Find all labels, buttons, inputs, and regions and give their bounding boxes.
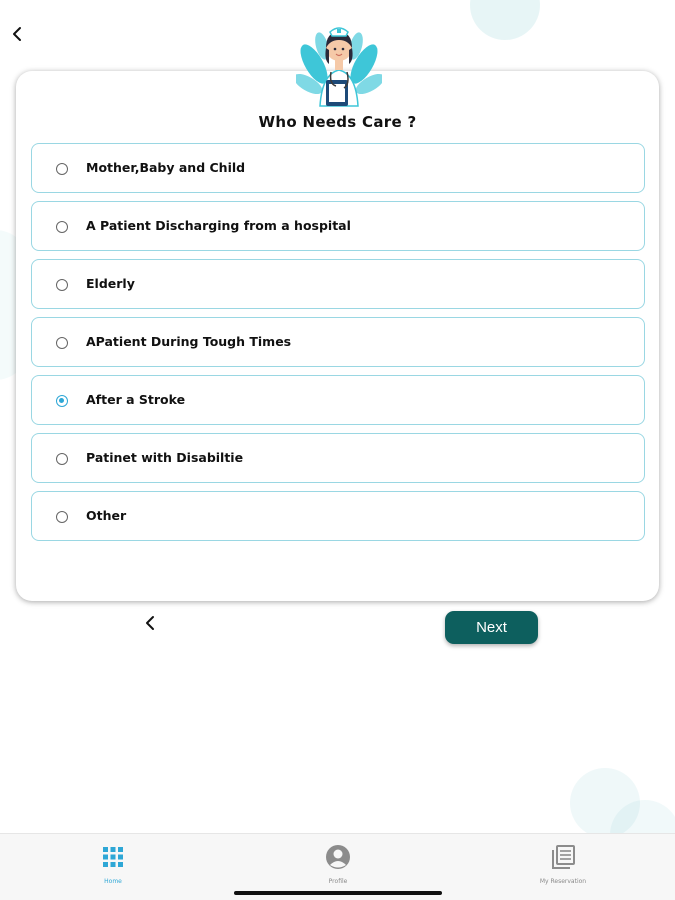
- bottom-tab-bar: [0, 833, 675, 900]
- radio-button[interactable]: [56, 221, 68, 233]
- background-decoration: [470, 0, 540, 40]
- radio-button[interactable]: [56, 511, 68, 523]
- chevron-left-icon: [145, 615, 155, 631]
- tab-profile[interactable]: [278, 834, 398, 894]
- option-label: Elderly: [86, 276, 135, 291]
- care-options-list: [31, 143, 645, 549]
- tab-label: Profile: [328, 878, 348, 885]
- home-indicator[interactable]: [234, 891, 442, 895]
- option-patient-tough-times[interactable]: [31, 317, 645, 367]
- option-label: After a Stroke: [86, 392, 186, 407]
- nurse-illustration: [296, 14, 382, 110]
- tab-label: Home: [104, 878, 122, 885]
- option-after-stroke[interactable]: [31, 375, 645, 425]
- radio-button[interactable]: [56, 163, 68, 175]
- radio-button[interactable]: [56, 337, 68, 349]
- option-label: A Patient Discharging from a hospital: [86, 218, 351, 233]
- tab-my-reservation[interactable]: [503, 834, 623, 894]
- next-button[interactable]: Next: [445, 611, 538, 644]
- chevron-left-icon: [12, 26, 22, 42]
- user-circle-icon: [325, 844, 351, 870]
- option-other[interactable]: [31, 491, 645, 541]
- option-mother-baby-child[interactable]: [31, 143, 645, 193]
- back-button[interactable]: [6, 22, 28, 46]
- option-patient-discharging[interactable]: [31, 201, 645, 251]
- radio-button[interactable]: [56, 279, 68, 291]
- option-patient-disability[interactable]: [31, 433, 645, 483]
- option-label: Mother,Baby and Child: [86, 160, 246, 175]
- page-title: Who Needs Care ?: [258, 113, 417, 131]
- grid-icon: [100, 844, 126, 870]
- option-label: Other: [86, 508, 127, 523]
- option-elderly[interactable]: [31, 259, 645, 309]
- radio-button[interactable]: [56, 453, 68, 465]
- tab-home[interactable]: [53, 834, 173, 894]
- documents-icon: [550, 844, 576, 870]
- previous-step-button[interactable]: [140, 611, 160, 635]
- radio-button-selected[interactable]: [56, 395, 68, 407]
- option-label: APatient During Tough Times: [86, 334, 292, 349]
- tab-label: My Reservation: [539, 878, 587, 885]
- option-label: Patinet with Disabiltie: [86, 450, 244, 465]
